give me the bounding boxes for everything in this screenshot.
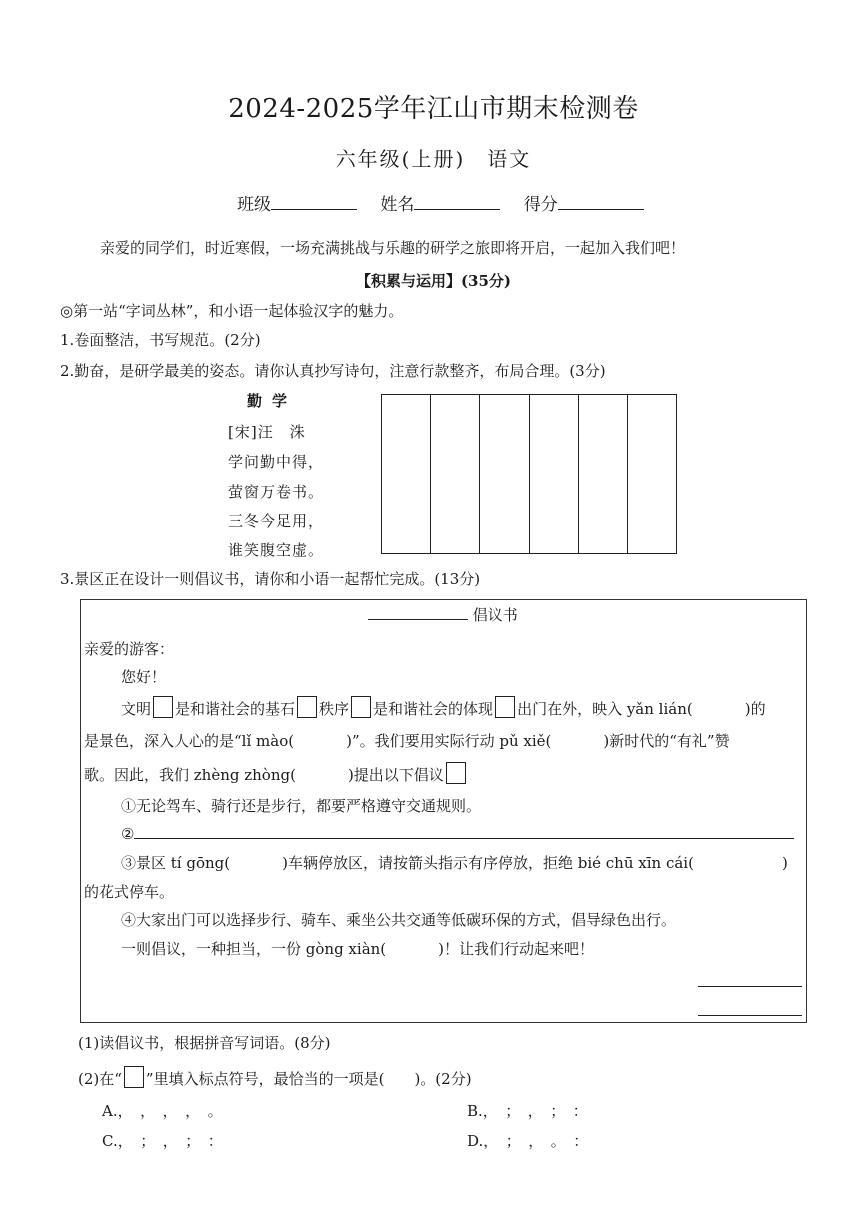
poem-author: [宋]汪 洙 <box>228 423 306 441</box>
name-field[interactable] <box>414 193 500 210</box>
option-c[interactable]: C.， ； ， ； ： <box>102 1132 223 1150</box>
letter-header <box>368 604 518 625</box>
punctuation-box-sample <box>124 1066 144 1088</box>
text-run: (2)在“ <box>78 1070 122 1088</box>
punctuation-box[interactable] <box>446 762 466 784</box>
proposal-item-3 <box>121 852 788 873</box>
question-2: 2.勤奋，是研学最美的姿态。请你认真抄写诗句，注意行款整齐，布局合理。(3分) <box>60 362 606 380</box>
letter-heading: 倡议书 <box>472 606 518 624</box>
punctuation-box[interactable] <box>297 696 317 718</box>
proposal-item-3-cont: 的花式停车。 <box>84 883 175 901</box>
class-label: 班级 <box>237 195 271 215</box>
letter-closing <box>121 938 594 959</box>
proposal-item-4: ④大家出门可以选择步行、骑车、乘坐公共交通等低碳环保的方式，倡导绿色出行。 <box>121 911 677 929</box>
poem-title: 勤学 <box>247 392 298 410</box>
poem-line: 三冬今足用， <box>228 512 325 530</box>
punctuation-box[interactable] <box>153 696 173 718</box>
class-field[interactable] <box>271 193 357 210</box>
poem-line: 萤窗万卷书。 <box>228 483 325 501</box>
score-label: 得分 <box>523 195 558 215</box>
text-run: 出门在外，映入 yǎn lián( <box>517 700 693 718</box>
text-run: 是和谐社会的基石 <box>175 700 296 718</box>
writing-column[interactable] <box>431 395 480 553</box>
section-heading: 【积累与运用】(35分) <box>355 272 512 290</box>
text-run: )车辆停放区，请按箭头指示有序停放，拒绝 bié chū xīn cái( <box>282 854 694 872</box>
text-run: )！让我们行动起来吧！ <box>438 940 595 958</box>
letter-paragraph-line <box>84 762 468 785</box>
option-a[interactable]: A.， ， ， ， 。 <box>102 1102 223 1120</box>
exam-subtitle: 六年级(上册) 语文 <box>335 147 532 171</box>
text-run: 文明 <box>121 700 152 718</box>
exam-title: 2024-2025学年江山市期末检测卷 <box>228 94 639 124</box>
student-info-row <box>237 190 662 215</box>
question-3: 3.景区正在设计一则倡议书，请你和小语一起帮忙完成。(13分) <box>60 570 481 588</box>
proposal-item-1: ①无论驾车、骑行还是步行，都要严格遵守交通规则。 <box>121 797 482 815</box>
text-run: ③景区 tí gōng( <box>121 854 231 872</box>
writing-column[interactable] <box>382 395 431 553</box>
text-run: 一则倡议，一种担当，一份 gòng xiàn( <box>121 940 387 958</box>
punctuation-box[interactable] <box>495 696 515 718</box>
writing-column[interactable] <box>628 395 676 553</box>
text-run: ② <box>121 825 135 843</box>
station-text: ◎第一站“字词丛林”，和小语一起体验汉字的魅力。 <box>60 302 404 320</box>
text-run: 是景色，深入人心的是“lǐ mào( <box>84 732 295 750</box>
text-run: )的 <box>744 700 766 718</box>
text-run: )”。我们要用实际行动 pǔ xiě( <box>346 732 552 750</box>
sub-question-1: (1)读倡议书，根据拼音写词语。(8分) <box>78 1034 331 1052</box>
text-run: )提出以下倡议 <box>347 766 444 784</box>
writing-column[interactable] <box>579 395 628 553</box>
name-label: 姓名 <box>380 195 415 215</box>
letter-hello: 您好！ <box>121 668 167 686</box>
writing-column[interactable] <box>530 395 579 553</box>
proposal-letter <box>80 599 807 1023</box>
letter-paragraph-line <box>121 696 766 719</box>
poem-line: 学问勤中得， <box>228 453 325 471</box>
text-run: 秩序 <box>319 700 350 718</box>
signature-line[interactable] <box>698 986 802 987</box>
punctuation-box[interactable] <box>351 696 371 718</box>
item-2-answer-line[interactable] <box>134 824 794 839</box>
text-run: 歌。因此，我们 zhèng zhòng( <box>84 766 296 784</box>
letter-paragraph-line <box>84 730 730 751</box>
letter-greeting: 亲爱的游客： <box>84 640 175 658</box>
score-field[interactable] <box>558 193 644 210</box>
date-line[interactable] <box>698 1015 802 1016</box>
writing-grid[interactable] <box>381 394 677 554</box>
poem-line: 谁笑腹空虚。 <box>228 541 325 559</box>
letter-title-blank[interactable] <box>368 605 468 620</box>
text-run: ”里填入标点符号，最恰当的一项是( )。(2分) <box>145 1070 472 1088</box>
text-run: )新时代的“有礼”赞 <box>603 732 730 750</box>
text-run: 是和谐社会的体现 <box>373 700 494 718</box>
proposal-item-2 <box>121 824 794 843</box>
question-1: 1.卷面整洁，书写规范。(2分) <box>60 331 261 349</box>
text-run: ) <box>781 854 788 872</box>
option-d[interactable]: D.， ； ， 。 ： <box>467 1132 589 1150</box>
writing-column[interactable] <box>480 395 529 553</box>
sub-question-2 <box>78 1066 472 1089</box>
intro-text: 亲爱的同学们，时近寒假，一场充满挑战与乐趣的研学之旅即将开启，一起加入我们吧！ <box>100 239 686 257</box>
option-b[interactable]: B.， ； ， ； ： <box>467 1102 588 1120</box>
